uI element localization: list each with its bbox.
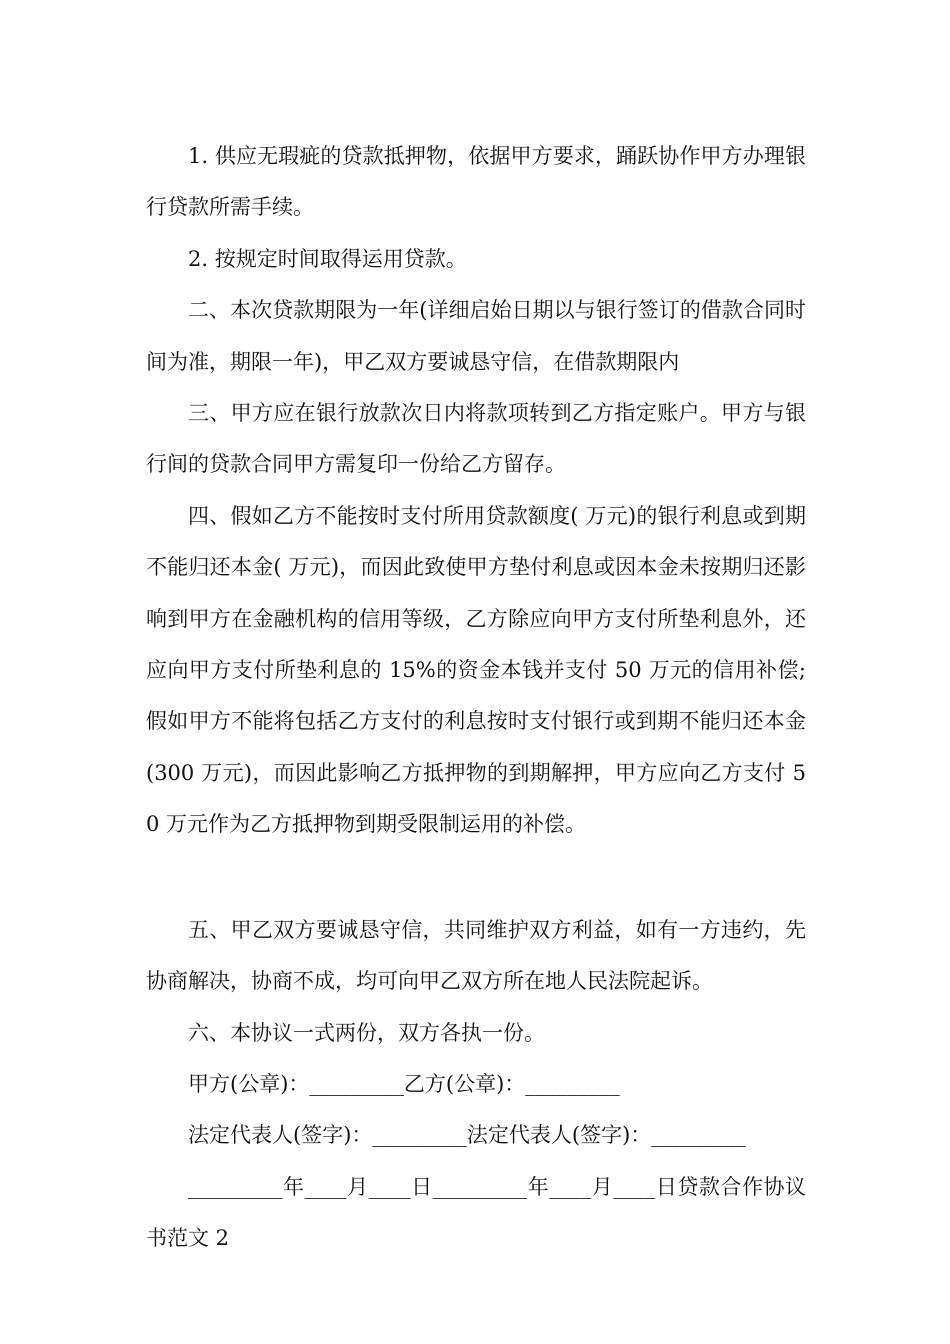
clause-copies: 六、本协议一式两份，双方各执一份。 <box>188 1020 545 1045</box>
document-body <box>146 131 806 1265</box>
clause-dispute-resolution: 五、甲乙双方要诚恳守信，共同维护双方利益，如有一方违约，先协商解决，协商不成，均可向甲乙双方所在地人民法院起诉。 <box>146 917 806 994</box>
signature-date-line: _________年____月____日_________年____月____日贷款合作协议书范文 2 <box>146 1174 806 1251</box>
clause-2-obtain-loan: 2. 按规定时间取得运用贷款。 <box>188 246 467 271</box>
paragraph-gap <box>146 851 806 905</box>
clause-1-provide-collateral: 1. 供应无瑕疵的贷款抵押物，依据甲方要求，踊跃协作甲方办理银行贷款所需手续。 <box>146 144 806 220</box>
signature-seal-line: 甲方(公章)：_________乙方(公章)：_________ <box>188 1071 620 1096</box>
clause-fund-transfer: 三、甲方应在银行放款次日内将款项转到乙方指定账户。甲方与银行间的贷款合同甲方需复印一份给乙方留存。 <box>146 401 806 477</box>
signature-representative-line: 法定代表人(签字)：_________法定代表人(签字)：_________ <box>188 1123 746 1148</box>
clause-loan-term: 二、本次贷款期限为一年(详细启始日期以与银行签订的借款合同时间为准，期限一年)，甲乙双方要诚恳守信，在借款期限内 <box>146 298 806 374</box>
clause-default-compensation: 四、假如乙方不能按时支付所用贷款额度( 万元)的银行利息或到期不能归还本金( 万元)，而因此致使甲方垫付利息或因本金未按期归还影响到甲方在金融机构的信用等级，乙方除应向甲方支付所垫利息外，还应向甲方支付所垫利息的 15%的资金本钱并支付 50 万元的信用补偿;假如甲方不能将包括乙方支付的利息按时支付银行或到期不能归还本金(300 万元)，而因此影响乙方抵押物的到期解押，甲方应向乙方支付 50 万元作为乙方抵押物到期受限制运用的补偿。 <box>146 503 806 837</box>
